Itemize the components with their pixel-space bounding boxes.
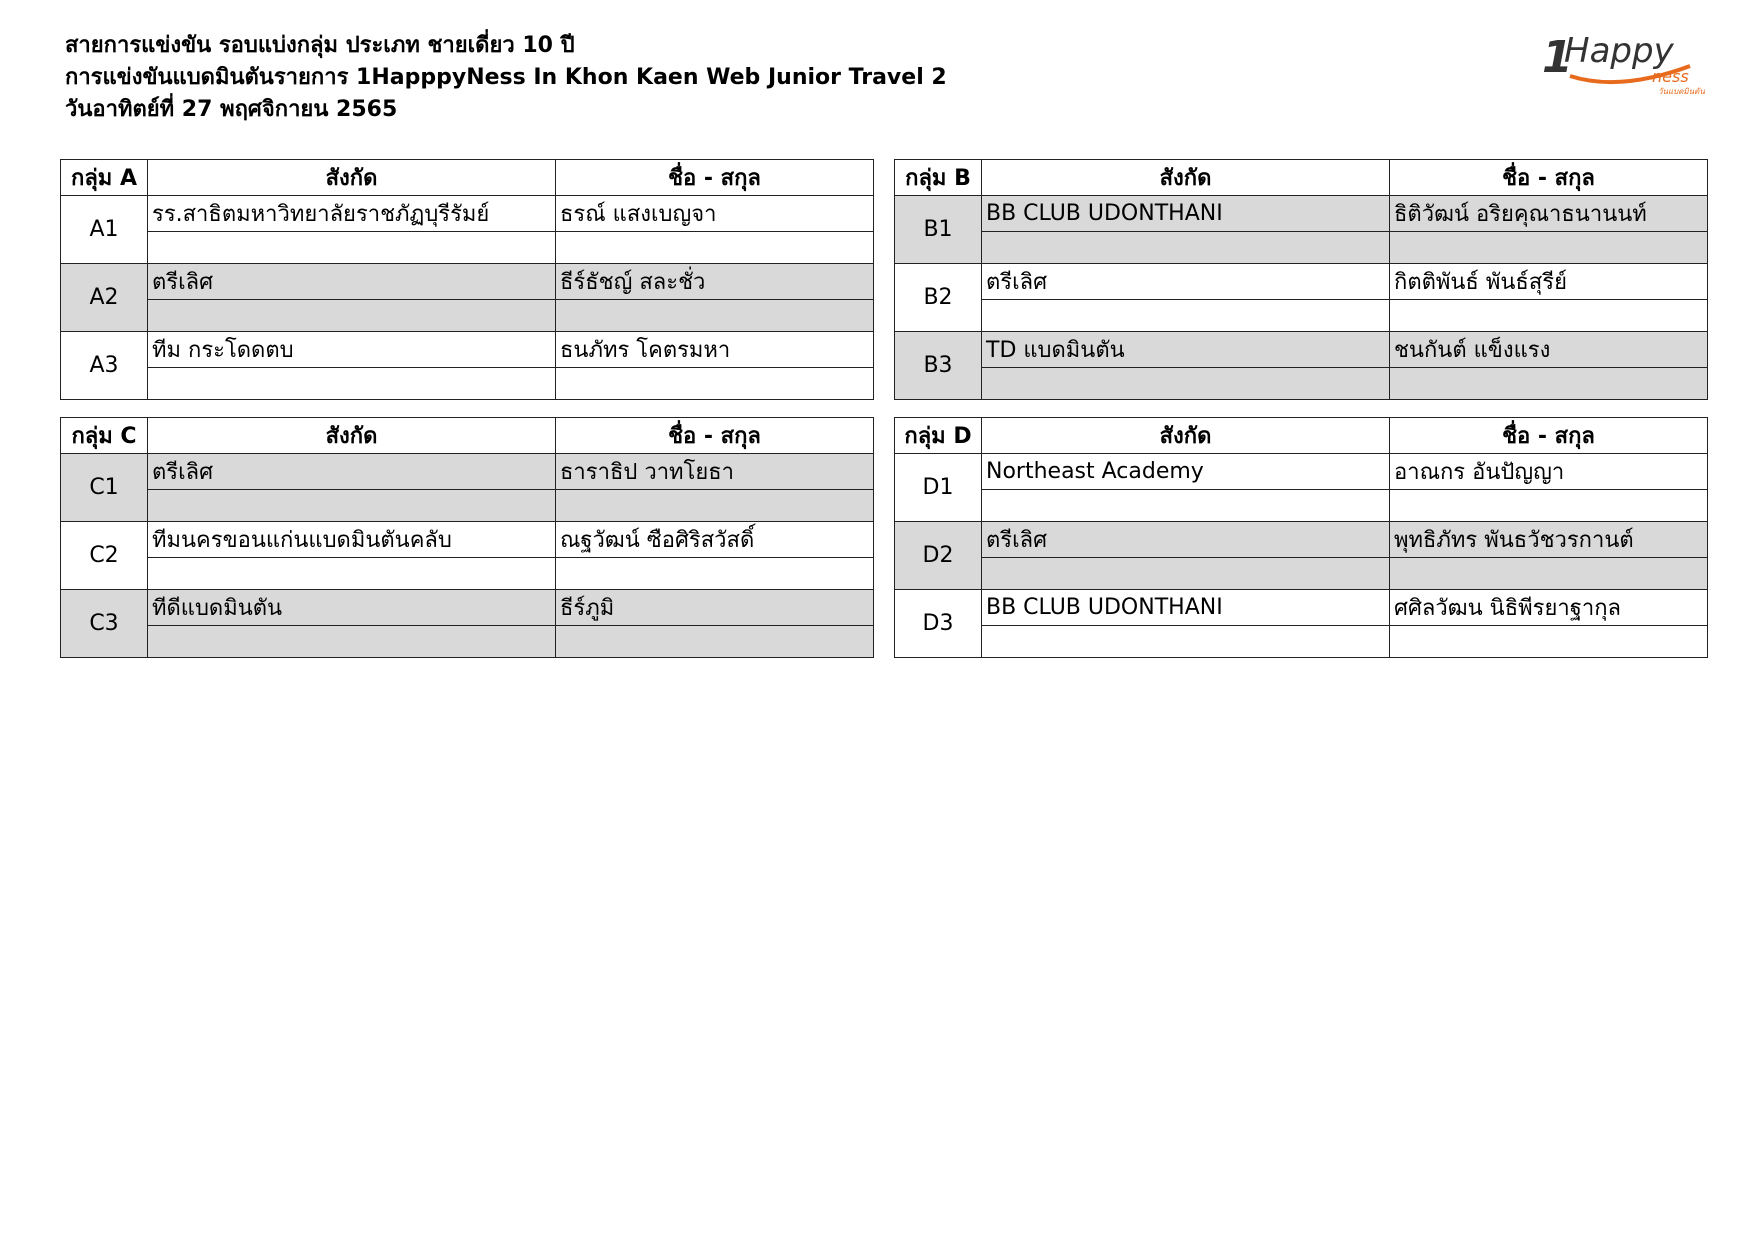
logo-tagline: วันแบดมินตัน <box>1658 87 1705 96</box>
group-b-table <box>894 159 1708 400</box>
tournament-name: การแข่งขันแบดมินตันรายการ 1HapppyNess In Khon Kaen Web Junior Travel 2 <box>65 65 947 90</box>
name-cell: ธรณ์ แสงเบญจา <box>556 196 874 232</box>
club-cell: ทีมนครขอนแก่นแบดมินตันคลับ <box>148 522 556 558</box>
club-cell: ตรีเลิศ <box>982 264 1390 300</box>
club-cell: BB CLUB UDONTHANI <box>982 590 1390 626</box>
seed-cell: A2 <box>61 264 148 332</box>
group-title: กลุ่ม B <box>895 160 982 196</box>
partner-row <box>61 490 874 522</box>
empty-club-cell <box>982 300 1390 332</box>
group-header-row <box>895 418 1708 454</box>
partner-row <box>61 626 874 658</box>
partner-row <box>61 368 874 400</box>
player-row <box>895 332 1708 368</box>
seed-cell: D3 <box>895 590 982 658</box>
club-cell: ตรีเลิศ <box>982 522 1390 558</box>
event-type-title: สายการแข่งขัน รอบแบ่งกลุ่ม ประเภท ชายเดี่ยว 10 ปี <box>65 33 575 58</box>
seed-cell: C3 <box>61 590 148 658</box>
empty-name-cell <box>556 626 874 658</box>
partner-row <box>895 626 1708 658</box>
club-cell: TD แบดมินตัน <box>982 332 1390 368</box>
player-row <box>61 264 874 300</box>
seed-cell: B1 <box>895 196 982 264</box>
partner-row <box>895 558 1708 590</box>
player-row <box>895 196 1708 232</box>
club-column-header: สังกัด <box>982 160 1390 196</box>
empty-name-cell <box>556 490 874 522</box>
club-cell: Northeast Academy <box>982 454 1390 490</box>
player-row <box>895 454 1708 490</box>
seed-cell: A1 <box>61 196 148 264</box>
group-title: กลุ่ม C <box>61 418 148 454</box>
happyness-logo <box>1540 30 1720 100</box>
group-a-table <box>60 159 874 400</box>
group-header-row <box>61 418 874 454</box>
group-d-table <box>894 417 1708 658</box>
seed-cell: A3 <box>61 332 148 400</box>
player-row <box>61 522 874 558</box>
empty-club-cell <box>982 232 1390 264</box>
partner-row <box>895 300 1708 332</box>
name-column-header: ชื่อ - สกุล <box>1390 160 1708 196</box>
name-cell: อาณกร อันปัญญา <box>1390 454 1708 490</box>
player-row <box>61 196 874 232</box>
name-column-header: ชื่อ - สกุล <box>556 160 874 196</box>
seed-cell: C2 <box>61 522 148 590</box>
name-cell: กิตติพันธ์ พันธ์สุรีย์ <box>1390 264 1708 300</box>
club-column-header: สังกัด <box>148 160 556 196</box>
seed-cell: B3 <box>895 332 982 400</box>
empty-name-cell <box>556 368 874 400</box>
empty-name-cell <box>556 558 874 590</box>
group-title: กลุ่ม A <box>61 160 148 196</box>
group-c-table <box>60 417 874 658</box>
group-header-row <box>895 160 1708 196</box>
group-header-row <box>61 160 874 196</box>
seed-cell: B2 <box>895 264 982 332</box>
empty-club-cell <box>982 558 1390 590</box>
empty-club-cell <box>982 490 1390 522</box>
partner-row <box>61 558 874 590</box>
empty-club-cell <box>982 368 1390 400</box>
name-column-header: ชื่อ - สกุล <box>1390 418 1708 454</box>
empty-club-cell <box>148 232 556 264</box>
name-cell: ชนกันต์ แข็งแรง <box>1390 332 1708 368</box>
name-cell: ศศิลวัฒน นิธิพีรยาฐากุล <box>1390 590 1708 626</box>
group-title: กลุ่ม D <box>895 418 982 454</box>
player-row <box>61 332 874 368</box>
name-cell: ณฐวัฒน์ ซือศิริสวัสดิ์ <box>556 522 874 558</box>
empty-club-cell <box>148 368 556 400</box>
partner-row <box>895 368 1708 400</box>
name-cell: พุทธิภัทร พันธวัชวรกานต์ <box>1390 522 1708 558</box>
club-column-header: สังกัด <box>148 418 556 454</box>
club-cell: BB CLUB UDONTHANI <box>982 196 1390 232</box>
name-cell: ธาราธิป วาทโยธา <box>556 454 874 490</box>
empty-name-cell <box>1390 490 1708 522</box>
event-date: วันอาทิตย์ที่ 27 พฤศจิกายน 2565 <box>65 97 398 122</box>
empty-name-cell <box>556 300 874 332</box>
name-column-header: ชื่อ - สกุล <box>556 418 874 454</box>
empty-name-cell <box>1390 368 1708 400</box>
empty-club-cell <box>148 490 556 522</box>
partner-row <box>895 232 1708 264</box>
club-cell: ทีม กระโดดตบ <box>148 332 556 368</box>
club-column-header: สังกัด <box>982 418 1390 454</box>
empty-name-cell <box>1390 232 1708 264</box>
empty-club-cell <box>148 558 556 590</box>
empty-club-cell <box>148 626 556 658</box>
name-cell: ธีร์ธัชญ์ สละชั่ว <box>556 264 874 300</box>
empty-name-cell <box>1390 558 1708 590</box>
club-cell: ตรีเลิศ <box>148 454 556 490</box>
logo-sub: ness <box>1652 67 1689 86</box>
name-cell: ธนภัทร โคตรมหา <box>556 332 874 368</box>
empty-name-cell <box>1390 626 1708 658</box>
seed-cell: D1 <box>895 454 982 522</box>
empty-club-cell <box>982 626 1390 658</box>
player-row <box>61 454 874 490</box>
player-row <box>61 590 874 626</box>
club-cell: ตรีเลิศ <box>148 264 556 300</box>
name-cell: ธิติวัฒน์ อริยคุณาธนานนท์ <box>1390 196 1708 232</box>
partner-row <box>61 300 874 332</box>
partner-row <box>895 490 1708 522</box>
empty-name-cell <box>1390 300 1708 332</box>
player-row <box>895 264 1708 300</box>
player-row <box>895 590 1708 626</box>
logo-word: Happy <box>1564 31 1674 71</box>
partner-row <box>61 232 874 264</box>
seed-cell: D2 <box>895 522 982 590</box>
empty-name-cell <box>556 232 874 264</box>
document-header <box>65 30 947 126</box>
logo-number: 1 <box>1542 32 1573 83</box>
empty-club-cell <box>148 300 556 332</box>
name-cell: ธีร์ภูมิ <box>556 590 874 626</box>
player-row <box>895 522 1708 558</box>
club-cell: ทีดีแบดมินตัน <box>148 590 556 626</box>
seed-cell: C1 <box>61 454 148 522</box>
club-cell: รร.สาธิตมหาวิทยาลัยราชภัฏบุรีรัมย์ <box>148 196 556 232</box>
